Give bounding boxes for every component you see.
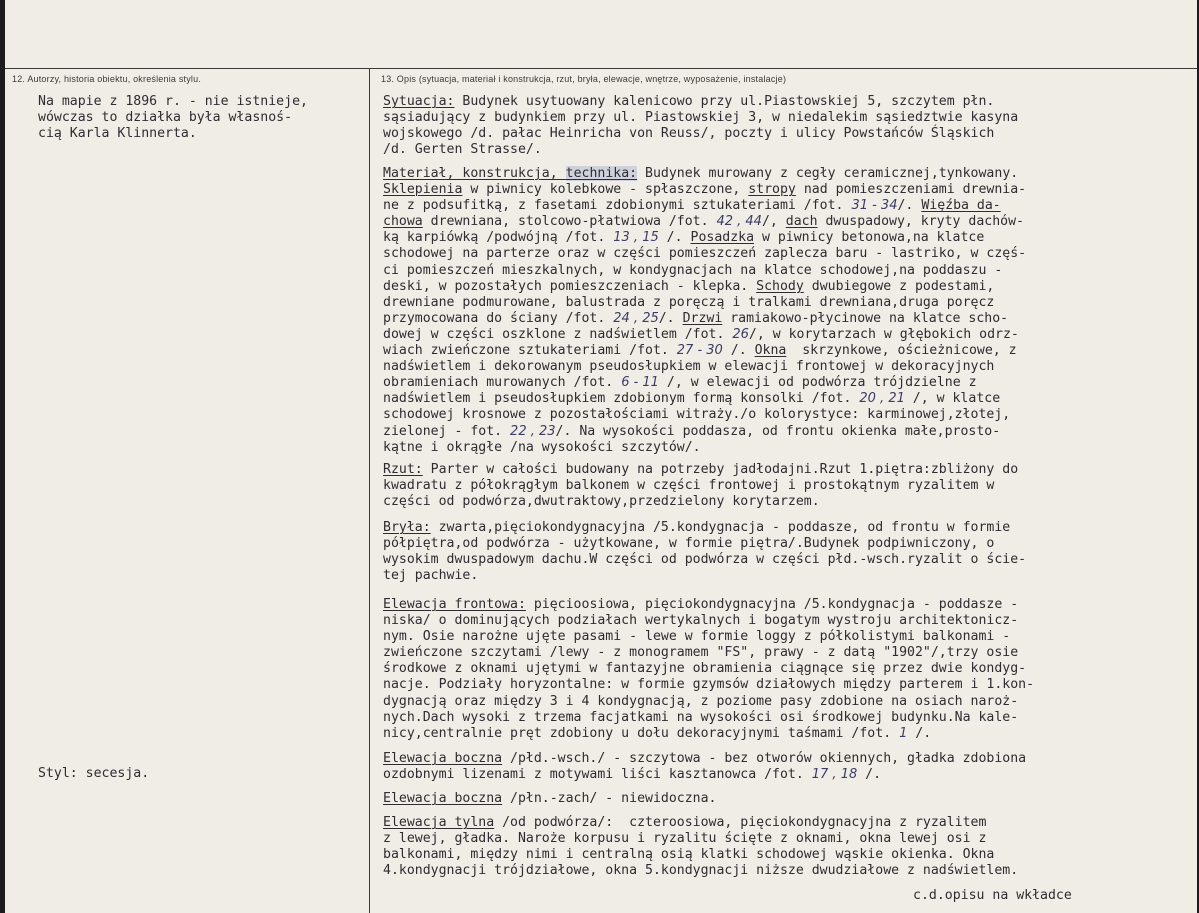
- text-run: w piwnicy kolebkowe - spłaszczone,: [462, 182, 749, 198]
- text-line: balkonami, między nimi i centralną osią klatki schodowej wąskie okienka. Okna: [383, 847, 995, 863]
- text-line: kątne i okrągłe /na wysokości szczytów/.: [383, 439, 701, 455]
- handwritten-photo-ref: 17 , 18: [811, 767, 858, 783]
- section-sytuacja: [383, 94, 1018, 158]
- text-run: obramieniach murowanych /fot.: [383, 375, 622, 391]
- text-line: nym. Osie narożne ujęte pasami - lewe w formie loggy z półkolistymi balkonami -: [383, 629, 1011, 645]
- section-elewacja-tylna: [383, 815, 1018, 879]
- text-run: dwuspadowy, kryty dachów-: [817, 214, 1024, 230]
- text-run: /.: [907, 725, 932, 741]
- handwritten-photo-ref: 6 - 11: [621, 375, 659, 391]
- section-heading: Elewacja tylna: [383, 815, 495, 830]
- section-heading: Elewacja boczna: [383, 751, 503, 766]
- handwritten-photo-ref: 24 , 25: [613, 310, 659, 326]
- section-heading: Sytuacja:: [383, 94, 455, 109]
- section-elewacja-boczna-2: [383, 791, 716, 807]
- term-heading: chowa: [383, 214, 423, 230]
- text-line: nacje. Podziały horyzontalne: w formie gzymsów działowych między parterem i 1.kon-: [383, 677, 1035, 693]
- text-line: 4.kondygnacji trójdziałowe, okna 5.kondygnacji niższe dwudziałowe z nadświetlem.: [383, 863, 1019, 879]
- handwritten-photo-ref: 22 , 23: [510, 423, 556, 439]
- text-run: /.: [658, 230, 691, 246]
- handwritten-photo-ref: 27 - 30: [676, 343, 723, 359]
- text-run: drewniana, stolcowo-płatwiowa /fot.: [422, 214, 717, 230]
- section-elewacja-frontowa: [383, 597, 1034, 742]
- text-run: /płn.-zach/ - niewidoczna.: [502, 791, 717, 806]
- section-heading: Elewacja boczna: [383, 791, 503, 806]
- term-heading: Więźba da-: [921, 198, 1001, 214]
- text-run: /,: [761, 214, 786, 230]
- term-heading: Sklepienia: [383, 182, 463, 198]
- text-run: ozdobnymi lizenami z motywami liści kasztanowca /fot.: [383, 767, 812, 783]
- term-heading: stropy: [748, 182, 796, 198]
- section-heading: technika:: [565, 166, 638, 181]
- text-run: zielonej - fot.: [383, 423, 511, 439]
- text-line: środkowe z oknami ujętymi w fantazyjne obramienia ciągnące się przez dwie kondyg-: [383, 661, 1027, 677]
- text-run: /. Na wysokości poddasza, od frontu okienka małe,prosto-: [555, 423, 1001, 439]
- term-heading: Schody: [756, 278, 804, 294]
- section-heading: Rzut:: [383, 462, 423, 477]
- text-run: Budynek murowany z cegły ceramicznej,tynkowany.: [637, 166, 1019, 181]
- text-run: /.: [897, 198, 922, 214]
- section-heading: Materiał, konstrukcja,: [383, 166, 566, 181]
- text-run: /.: [857, 767, 882, 783]
- term-heading: dach: [785, 214, 818, 230]
- text-run: ką karpiówką /podwójną /fot.: [383, 230, 614, 246]
- text-run: /, w korytarzach w głębokich odrz-: [748, 326, 1019, 342]
- text-run: nicy,centralnie pręt zdobiony u dołu dekoracyjnymi taśmami /fot.: [383, 725, 900, 741]
- left-column-caption: 12. Autorzy, historia obiektu, określenia stylu.: [12, 74, 202, 84]
- text-line: dygnacją oraz między 3 i 4 kondygnacją, z poziome pasy zdobione na osiach naroż-: [383, 693, 1019, 709]
- text-line: sąsiadujący z budynkiem przy ul. Piastowskiej 3, w niedalekim sąsiedztwie kasyna: [383, 110, 1019, 126]
- style-designation: Styl: secesja.: [38, 766, 150, 781]
- text-run: dwubiegowe z podestami,: [803, 278, 995, 294]
- text-run: /, w klatce: [904, 391, 1001, 407]
- continuation-note: c.d.opisu na wkładce: [913, 888, 1072, 903]
- right-column-caption: 13. Opis (sytuacja, materiał i konstrukcja, rzut, bryła, elewacje, wnętrze, wyposażenie, instalacje): [381, 74, 787, 84]
- text-line: schodowej na parterze oraz w części pomieszczeń zaplecza baru - lastriko, w częś-: [383, 246, 1027, 262]
- term-heading: Drzwi: [682, 310, 723, 326]
- text-run: /od podwórza/: czteroosiowa, pięciokondygnacyjna z ryzalitem: [494, 815, 987, 830]
- column-divider: [369, 68, 370, 913]
- text-run: nadświetlem i pseudosłupkiem zdobionym formą konsolki /fot.: [383, 391, 860, 407]
- text-line: kwadratu z półokrągłym balkonem w części frontowej i prostokątnym ryzalitem w: [383, 478, 995, 494]
- section-rzut: [383, 462, 1018, 510]
- text-run: pięcioosiowa, pięciokondygnacyjna /5.kondygnacja - poddasze -: [525, 597, 1019, 612]
- text-run: /.: [722, 343, 755, 359]
- handwritten-photo-ref: 20 , 21: [859, 391, 905, 407]
- text-line: wysokim dwuspadowym dachu.W części od podwórza w części płd.-wsch.ryzalit o ście-: [383, 552, 1027, 568]
- term-heading: Okna: [754, 343, 787, 359]
- text-run: przymocowana do ściany /fot.: [383, 310, 614, 326]
- term-heading: Posadzka: [690, 230, 755, 246]
- text-line: ci pomieszczeń mieszkalnych, w kondygnacjach na klatce schodowej,na poddaszu -: [383, 262, 1003, 278]
- text-run: Budynek usytuowany kalenicowo przy ul.Piastowskiej 5, szczytem płn.: [454, 94, 995, 109]
- handwritten-photo-ref: 13 , 15: [613, 230, 659, 246]
- section-bryla: [383, 520, 1026, 584]
- history-line: cią Karla Klinnerta.: [38, 126, 197, 142]
- text-line: wojskowego /d. pałac Heinricha von Reuss/, poczty i ulicy Powstańców Śląskich: [383, 126, 995, 142]
- text-run: /, w elewacji od podwórza trójdzielne z: [658, 375, 977, 391]
- handwritten-photo-ref: 42 , 44: [716, 214, 762, 230]
- text-run: ne z podsufitką, z fasetami zdobionymi sztukateriami /fot.: [383, 198, 852, 214]
- section-heading: Bryła:: [383, 520, 431, 535]
- handwritten-photo-ref: 31 - 34: [851, 198, 898, 214]
- section-elewacja-boczna-1: [383, 751, 1026, 783]
- header-divider: [5, 68, 1197, 69]
- text-line: nadświetlem i dekorowanym pseudosłupkiem w elewacji frontowej w dekoracyjnych: [383, 359, 995, 375]
- text-run: nad pomieszczeniami drewnia-: [795, 182, 1027, 198]
- scan-left-edge: [0, 0, 5, 913]
- text-run: zwarta,pięciokondygnacyjna /5.kondygnacja - poddasze, od frontu w formie: [430, 520, 1011, 535]
- text-line: zwieńczone szczytami /lewy - z monogramem "FS", prawy - z datą "1902"/,trzy osie: [383, 645, 1019, 661]
- text-line: /d. Gerten Strasse/.: [383, 142, 542, 158]
- text-run: wiach zwieńczone sztukateriami /fot.: [383, 343, 677, 359]
- text-line: części od podwórza,dwutraktowy,przedzielony korytarzem.: [383, 494, 820, 510]
- text-run: /.: [658, 310, 683, 326]
- text-run: dowej w części oszklone z nadświetlem /fot.: [383, 326, 733, 342]
- object-history: [38, 94, 308, 142]
- section-heading: Elewacja frontowa:: [383, 597, 526, 612]
- text-run: skrzynkowe, ościeżnicowe, z: [786, 343, 1017, 359]
- text-line: schodowej krosnowe z pozostałościami witraży./o kolorystyce: karminowej,złotej,: [383, 407, 1011, 423]
- text-run: w piwnicy betonowa,na klatce: [754, 230, 985, 246]
- handwritten-photo-ref: 1: [899, 725, 908, 741]
- handwritten-photo-ref: 26: [732, 326, 749, 342]
- text-line: nych.Dach wysoki z trzema facjatkami na wysokości osi środkowej budynku.Na kale-: [383, 709, 1019, 725]
- text-line: z lewej, gładka. Naroże korpusu i ryzalitu ścięte z oknami, okna lewej osi z: [383, 831, 987, 847]
- text-run: /płd.-wsch./ - szczytowa - bez otworów okiennych, gładka zdobiona: [502, 751, 1027, 766]
- text-line: półpiętra,od podwórza - użytkowane, w formie piętra/.Budynek podpiwniczony, o: [383, 536, 995, 552]
- text-run: ramiakowo-płycinowe na klatce scho-: [722, 310, 1009, 326]
- text-line: drewniane podmurowane, balustrada z poręczą i tralkami drewniana,druga poręcz: [383, 294, 995, 310]
- history-line: Na mapie z 1896 r. - nie istnieje,: [38, 94, 308, 109]
- history-line: wówczas to działka była własnoś-: [38, 110, 293, 126]
- text-line: niska/ o dominujących podziałach wertykalnych i bogatym wystroju architektonicz-: [383, 613, 1019, 629]
- text-run: Parter w całości budowany na potrzeby jadłodajni.Rzut 1.piętra:zbliżony do: [422, 462, 1019, 477]
- text-line: tej pachwie.: [383, 568, 479, 584]
- section-material: [383, 166, 1026, 456]
- text-run: deski, w pozostałych pomieszczeniach - klepka.: [383, 278, 757, 294]
